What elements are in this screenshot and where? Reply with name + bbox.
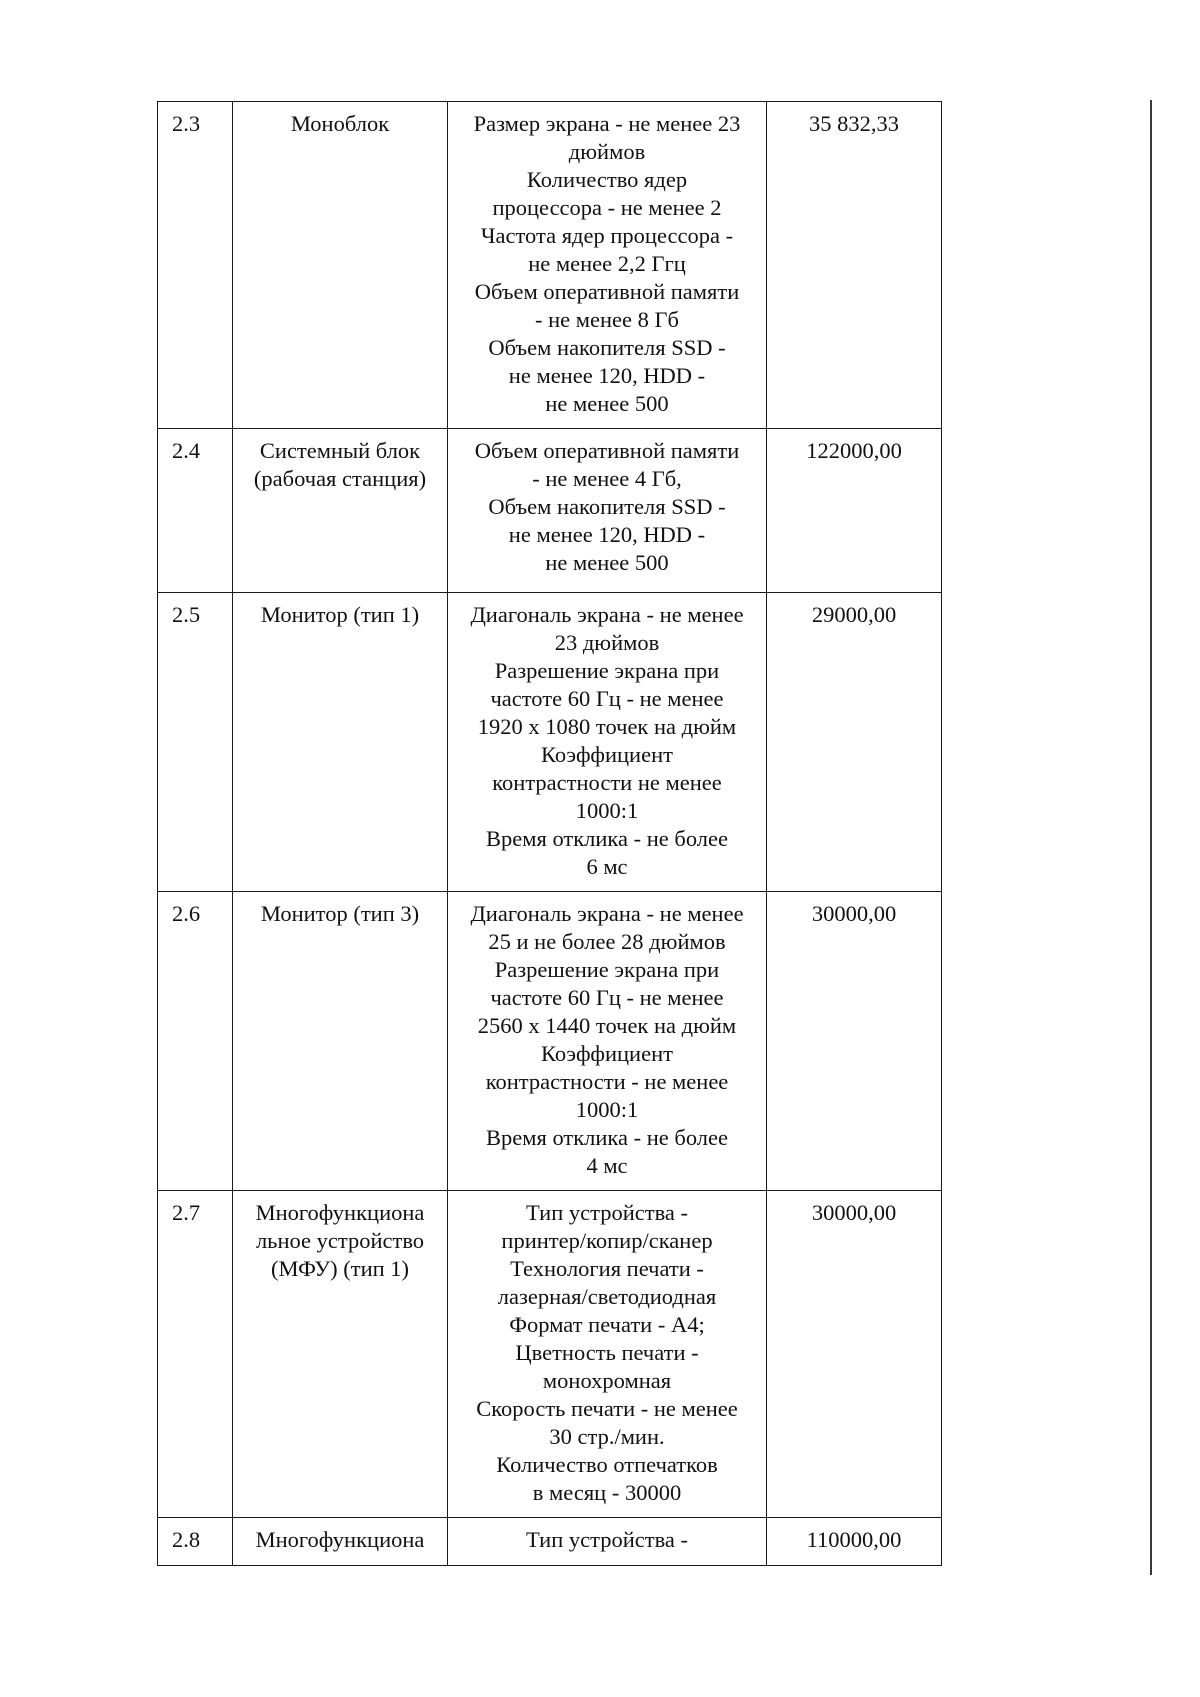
table-row [158, 892, 942, 1191]
item-name: Системный блок (рабочая станция) [233, 429, 448, 593]
item-name: Многофункциона льное устройство (МФУ) (тип 1) [233, 1191, 448, 1518]
item-name: Многофункциона [233, 1518, 448, 1566]
equipment-spec-table [157, 101, 942, 1566]
item-specification: Тип устройства - [448, 1518, 767, 1566]
item-name: Монитор (тип 1) [233, 593, 448, 892]
item-price: 110000,00 [767, 1518, 942, 1566]
item-specification: Размер экрана - не менее 23 дюймов Количество ядер процессора - не менее 2 Частота ядер процессора - не менее 2,2 Ггц Объем оперативной памяти - не менее 8 Гб Объем накопителя SSD - не менее 120, HDD - не менее 500 [448, 102, 767, 429]
item-price: 122000,00 [767, 429, 942, 593]
table-row [158, 1518, 942, 1566]
item-name: Монитор (тип 3) [233, 892, 448, 1191]
item-price: 30000,00 [767, 892, 942, 1191]
page-edge-rule [1150, 100, 1152, 1575]
item-specification: Объем оперативной памяти - не менее 4 Гб, Объем накопителя SSD - не менее 120, HDD - не менее 500 [448, 429, 767, 593]
table-row [158, 1191, 942, 1518]
row-number: 2.8 [158, 1518, 233, 1566]
table-row [158, 593, 942, 892]
table-row [158, 429, 942, 593]
item-price: 35 832,33 [767, 102, 942, 429]
row-number: 2.4 [158, 429, 233, 593]
row-number: 2.6 [158, 892, 233, 1191]
item-name: Моноблок [233, 102, 448, 429]
item-price: 30000,00 [767, 1191, 942, 1518]
row-number: 2.7 [158, 1191, 233, 1518]
row-number: 2.3 [158, 102, 233, 429]
table-row [158, 102, 942, 429]
item-specification: Диагональ экрана - не менее 25 и не более 28 дюймов Разрешение экрана при частоте 60 Гц - не менее 2560 x 1440 точек на дюйм Коэффициент контрастности - не менее 1000:1 Время отклика - не более 4 мс [448, 892, 767, 1191]
item-price: 29000,00 [767, 593, 942, 892]
item-specification: Тип устройства - принтер/копир/сканер Технология печати - лазерная/светодиодная Формат печати - А4; Цветность печати - монохромная Скорость печати - не менее 30 стр./мин. Количество отпечатков в месяц - 30000 [448, 1191, 767, 1518]
row-number: 2.5 [158, 593, 233, 892]
item-specification: Диагональ экрана - не менее 23 дюймов Разрешение экрана при частоте 60 Гц - не менее 1920 x 1080 точек на дюйм Коэффициент контрастности не менее 1000:1 Время отклика - не более 6 мс [448, 593, 767, 892]
